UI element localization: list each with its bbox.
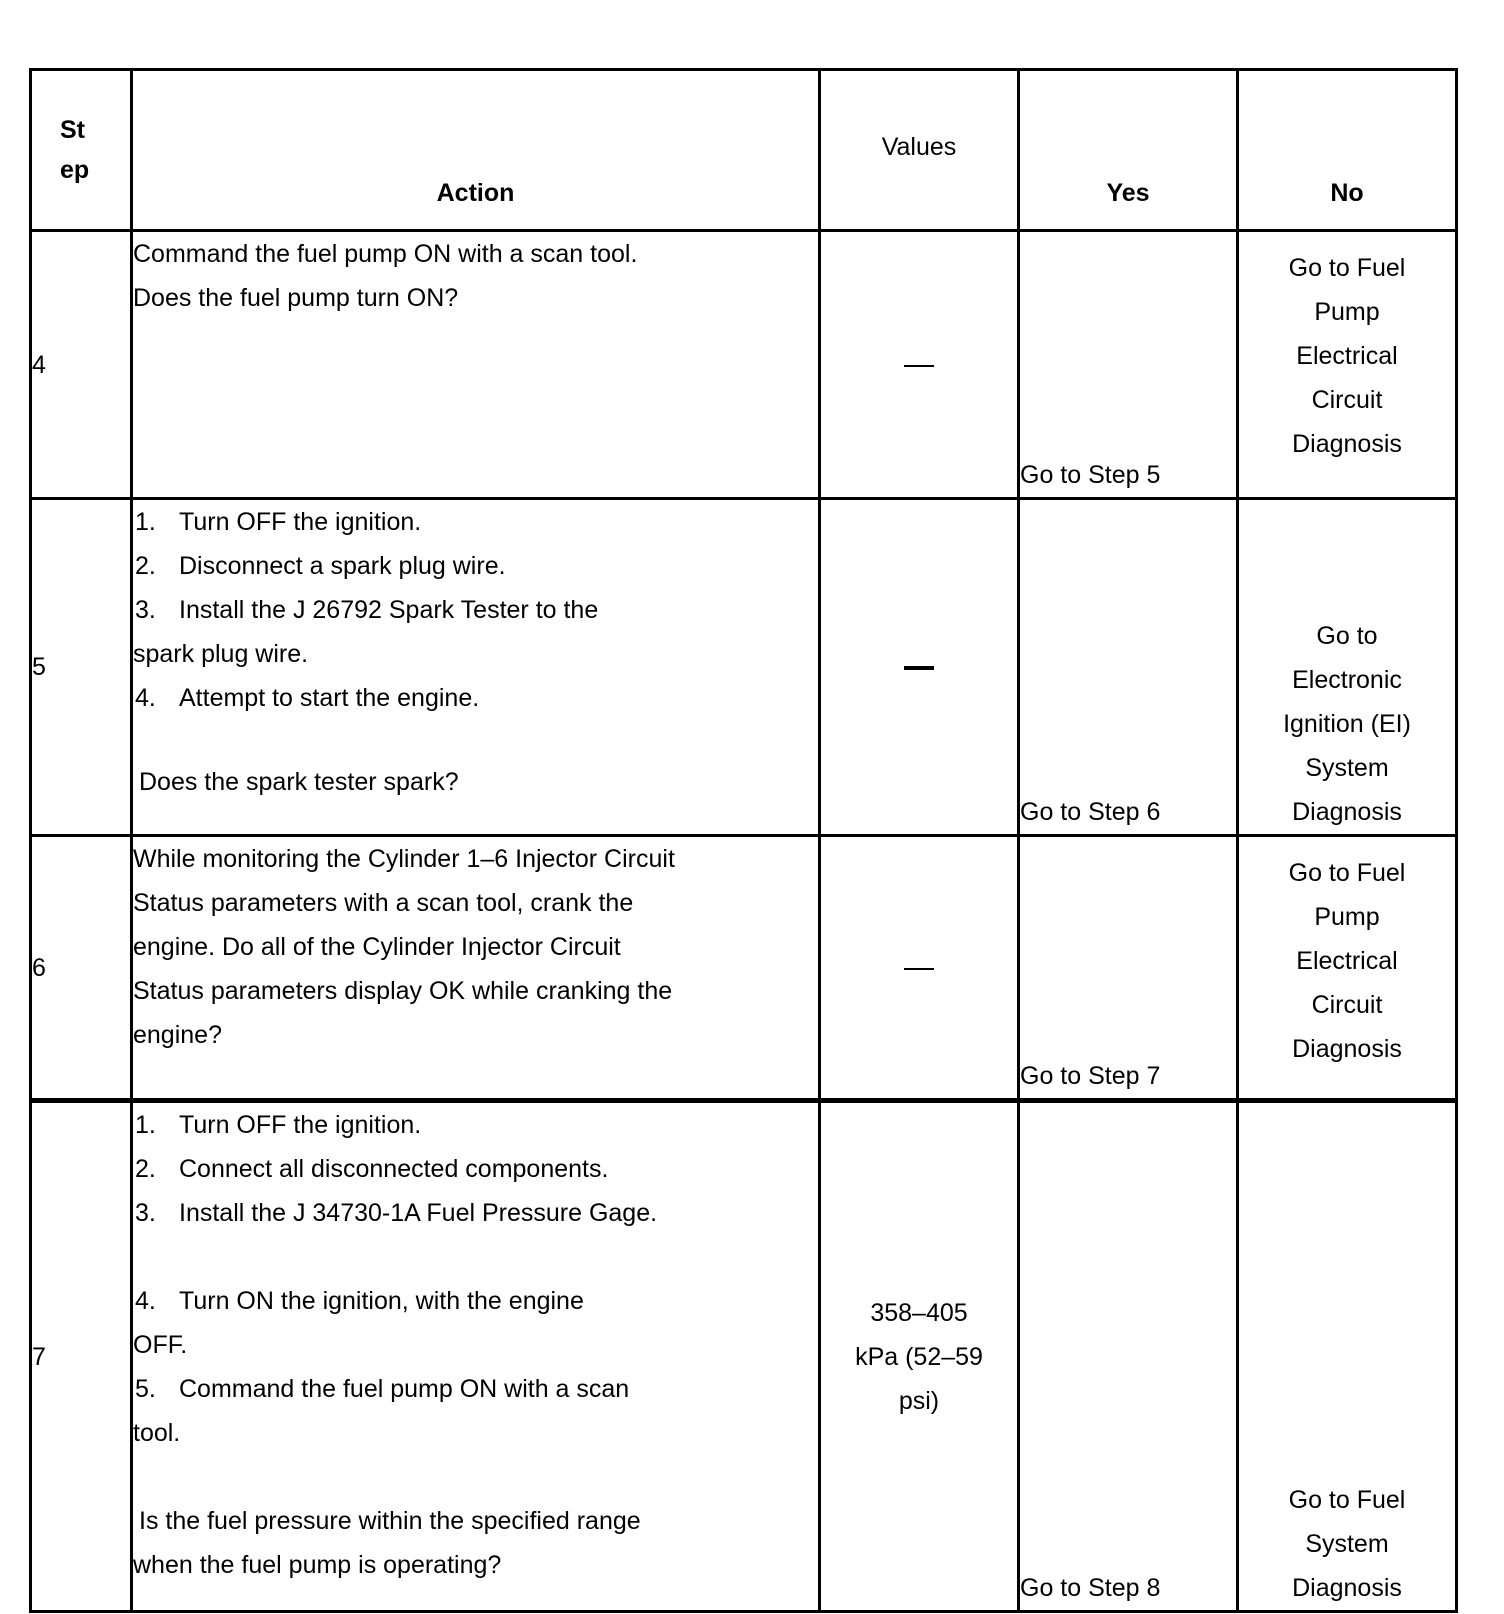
question: Does the spark tester spark? <box>139 768 459 796</box>
no-line: Diagnosis <box>1292 798 1402 826</box>
action-line: Command the fuel pump ON with a scan tool. <box>133 240 638 268</box>
no-line: Circuit <box>1311 991 1383 1019</box>
yes-cell: Go to Step 5 <box>1019 231 1238 499</box>
no-line: System <box>1305 1530 1389 1558</box>
no-line: Go to Fuel <box>1288 859 1406 887</box>
no-line: Pump <box>1314 903 1380 931</box>
action-line: Status parameters display OK while cranking the <box>133 977 673 1005</box>
dash-value <box>904 968 934 970</box>
action-cell <box>132 836 820 1101</box>
action-line: engine. Do all of the Cylinder Injector Circuit <box>133 933 621 961</box>
no-line: Electrical <box>1296 342 1398 370</box>
header-yes: Yes <box>1019 70 1238 231</box>
action-line: engine? <box>133 1021 222 1049</box>
no-line: Pump <box>1314 298 1380 326</box>
action-item: 3. Install the J 26792 Spark Tester to the <box>135 596 599 624</box>
question: Is the fuel pressure within the specified range <box>139 1507 641 1535</box>
action-item: 5. Command the fuel pump ON with a scan <box>135 1375 630 1403</box>
table-row <box>31 836 1457 1101</box>
step-number: 4 <box>31 231 132 499</box>
action-line: Does the fuel pump turn ON? <box>133 284 459 312</box>
no-line: System <box>1305 754 1389 782</box>
header-no: No <box>1238 70 1457 231</box>
header-step <box>31 70 132 231</box>
no-cell <box>1238 499 1457 836</box>
action-item: 2. Disconnect a spark plug wire. <box>135 552 506 580</box>
dash-value <box>904 666 934 670</box>
table-row <box>31 231 1457 499</box>
step-number: 5 <box>31 499 132 836</box>
yes-cell: Go to Step 8 <box>1019 1101 1238 1612</box>
header-row <box>31 70 1457 231</box>
header-action: Action <box>132 70 820 231</box>
action-item: 4. Turn ON the ignition, with the engine <box>135 1287 584 1315</box>
action-line: Status parameters with a scan tool, crank the <box>133 889 634 917</box>
action-cell <box>132 499 820 836</box>
question: when the fuel pump is operating? <box>133 1551 502 1579</box>
no-cell <box>1238 231 1457 499</box>
header-step-line-2: ep <box>60 156 90 184</box>
values-line: kPa (52–59 <box>855 1342 983 1371</box>
step-number: 7 <box>31 1101 132 1612</box>
header-values: Values <box>820 70 1019 231</box>
action-item-cont: tool. <box>133 1419 181 1447</box>
table-row <box>31 1101 1457 1612</box>
no-line: Diagnosis <box>1292 1035 1402 1063</box>
action-item-cont: spark plug wire. <box>133 640 309 668</box>
values-cell <box>820 1101 1019 1612</box>
no-line: Go to Fuel <box>1288 1486 1406 1514</box>
action-cell <box>132 1101 820 1612</box>
no-line: Electrical <box>1296 947 1398 975</box>
action-item: 4. Attempt to start the engine. <box>135 684 480 712</box>
values-cell <box>820 836 1019 1101</box>
action-cell <box>132 231 820 499</box>
no-cell <box>1238 836 1457 1101</box>
values-line: 358–405 <box>870 1298 968 1327</box>
table-row <box>31 499 1457 836</box>
values-cell <box>820 499 1019 836</box>
action-item: 3. Install the J 34730-1A Fuel Pressure Gage. <box>135 1199 658 1227</box>
no-line: Go to Fuel <box>1288 254 1406 282</box>
values-cell <box>820 231 1019 499</box>
action-line: While monitoring the Cylinder 1–6 Injector Circuit <box>133 845 675 873</box>
no-line: Diagnosis <box>1292 1574 1402 1602</box>
no-line: Electronic <box>1292 666 1402 694</box>
diagnostic-table <box>29 68 1458 1613</box>
yes-cell: Go to Step 7 <box>1019 836 1238 1101</box>
action-item: 1. Turn OFF the ignition. <box>135 508 422 536</box>
no-line: Ignition (EI) <box>1283 710 1411 738</box>
action-item-cont: OFF. <box>133 1331 188 1359</box>
no-line: Go to <box>1316 622 1378 650</box>
header-step-line-1: St <box>60 116 85 144</box>
action-item: 1. Turn OFF the ignition. <box>135 1111 422 1139</box>
yes-cell: Go to Step 6 <box>1019 499 1238 836</box>
step-number: 6 <box>31 836 132 1101</box>
no-cell <box>1238 1101 1457 1612</box>
no-line: Diagnosis <box>1292 430 1402 458</box>
action-item: 2. Connect all disconnected components. <box>135 1155 609 1183</box>
no-line: Circuit <box>1311 386 1383 414</box>
dash-value <box>904 365 934 367</box>
values-line: psi) <box>898 1386 940 1415</box>
